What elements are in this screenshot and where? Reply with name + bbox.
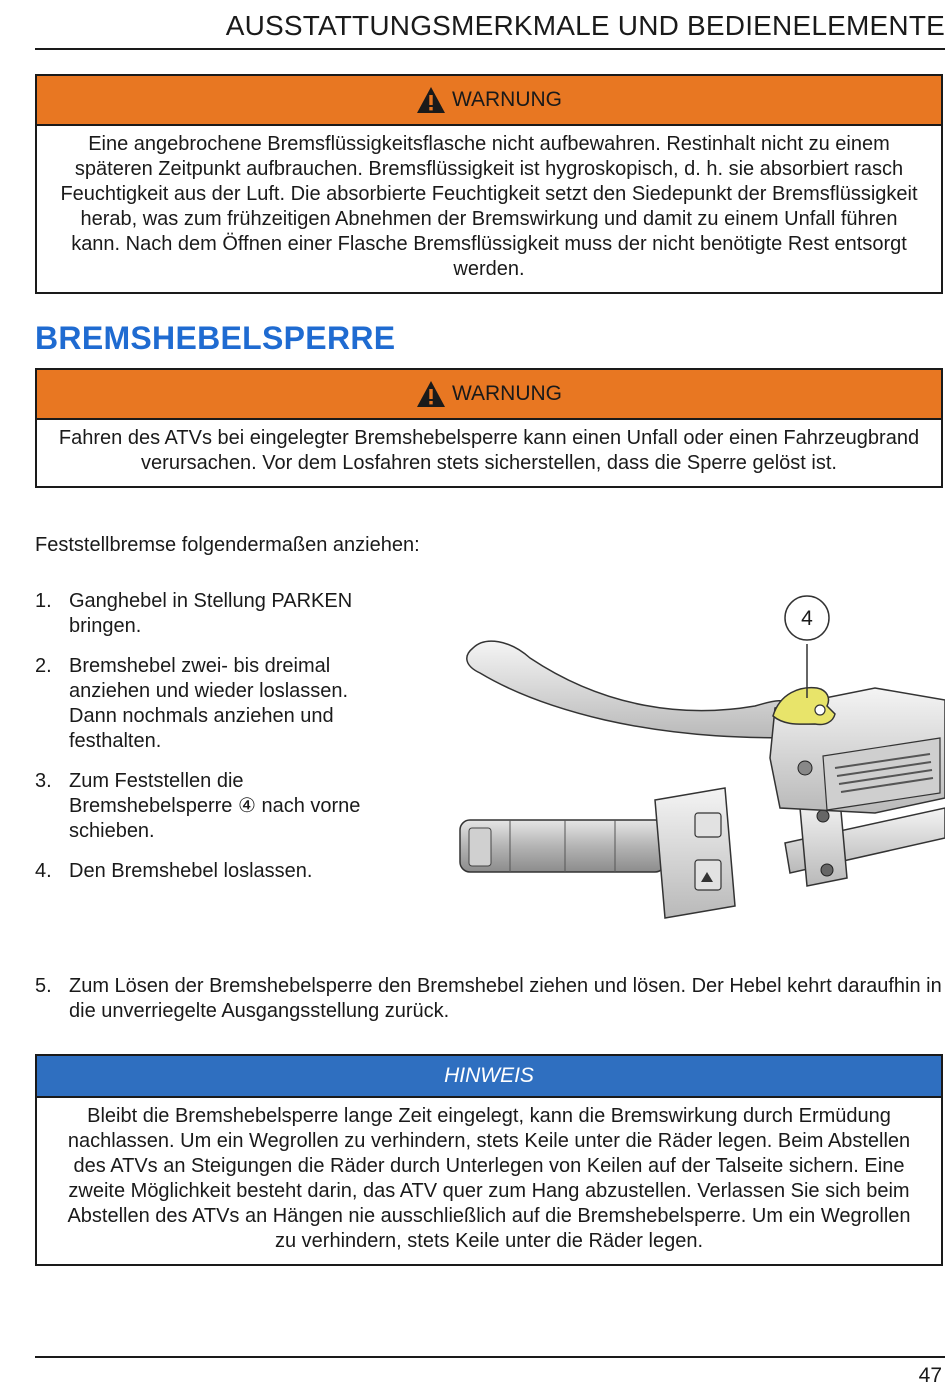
page-header: AUSSTATTUNGSMERKMALE UND BEDIENELEMENTE xyxy=(35,10,945,50)
warning-triangle-icon xyxy=(416,380,446,408)
warning-text: Eine angebrochene Bremsflüssigkeitsflasche nicht aufbewahren. Restinhalt nicht zu einem späteren Zeitpunkt aufbrauchen. Bremsflüssigkeit ist hygroskopisch, d. h. sie absorbiert rasch Feuchtigkeit aus der Luft. Die absorbierte Feuchtigkeit setzt den Siedepunkt der Bremsflüssigkeit herab, was zum frühzeitigen Abnehmen der Bremswirkung und damit zu einem Unfall führen kann. Nach dem Öffnen einer Flasche Bremsflüssigkeit muss der nicht benötigte Rest entsorgt werden. xyxy=(60,133,918,280)
warning-label: WARNUNG xyxy=(451,382,563,405)
brake-lever xyxy=(467,641,800,738)
switch-housing xyxy=(655,788,735,918)
step-text: Ganghebel in Stellung PARKEN bringen. xyxy=(69,590,353,637)
step-text: Den Bremshebel loslassen. xyxy=(69,860,313,882)
list-item xyxy=(35,589,365,639)
step-number: 4. xyxy=(35,860,52,882)
steps-list xyxy=(35,589,365,899)
warning-bar xyxy=(37,76,941,126)
step-text: Bremshebel zwei- bis dreimal anziehen und wieder loslassen. Dann nochmals anziehen und festhalten. xyxy=(69,655,349,752)
step-number: 3. xyxy=(35,770,52,792)
intro-text: Feststellbremse folgendermaßen anziehen: xyxy=(35,534,420,556)
callout-label: 4 xyxy=(801,607,813,630)
step-number: 2. xyxy=(35,655,52,677)
hint-text: Bleibt die Bremshebelsperre lange Zeit eingelegt, kann die Bremswirkung durch Ermüdung nachlassen. Um ein Wegrollen zu verhindern, stets Keile unter die Räder legen. Beim Abstellen des ATVs an Steigungen die Räder durch Unterlegen von Keilen auf der Talseite sichern. Eine zweite Möglichkeit besteht darin, das ATV quer zum Hang abzustellen. Verlassen Sie sich beim Abstellen des ATVs an Hängen nie ausschließlich auf die Bremshebelsperre. Um ein Wegrollen zu verhindern, stets Keile unter die Räder legen. xyxy=(67,1105,911,1252)
warning-text: Fahren des ATVs bei eingelegter Bremshebelsperre kann einen Unfall oder einen Fahrzeugbrand verursachen. Vor dem Losfahren stets sicherstellen, dass die Sperre gelöst ist. xyxy=(58,427,920,474)
step-number: 5. xyxy=(35,975,52,997)
list-item xyxy=(35,974,945,1024)
warning-label: WARNUNG xyxy=(451,88,563,111)
step-text: Zum Lösen der Bremshebelsperre den Bremshebel ziehen und lösen. Der Hebel kehrt daraufhin in die unverriegelte Ausgangsstellung zurück. xyxy=(69,975,942,1022)
lever-lock xyxy=(773,688,835,725)
hint-box xyxy=(35,1054,943,1266)
warning-bar xyxy=(37,370,941,420)
step-number: 1. xyxy=(35,590,52,612)
list-item xyxy=(35,769,365,844)
brake-lever-illustration xyxy=(455,588,945,928)
list-item xyxy=(35,859,365,884)
hint-bar xyxy=(37,1056,941,1098)
step-text: Zum Feststellen die Bremshebelsperre ④ nach vorne schieben. xyxy=(69,770,361,842)
section-title: BREMSHEBELSPERRE xyxy=(35,320,396,356)
footer-divider xyxy=(35,1356,945,1358)
page-number: 47 xyxy=(918,1364,942,1387)
hint-label: HINWEIS xyxy=(444,1064,534,1087)
warning-box-lever-lock xyxy=(35,368,943,488)
list-item xyxy=(35,654,365,754)
warning-box-brake-fluid xyxy=(35,74,943,294)
warning-triangle-icon xyxy=(416,86,446,114)
